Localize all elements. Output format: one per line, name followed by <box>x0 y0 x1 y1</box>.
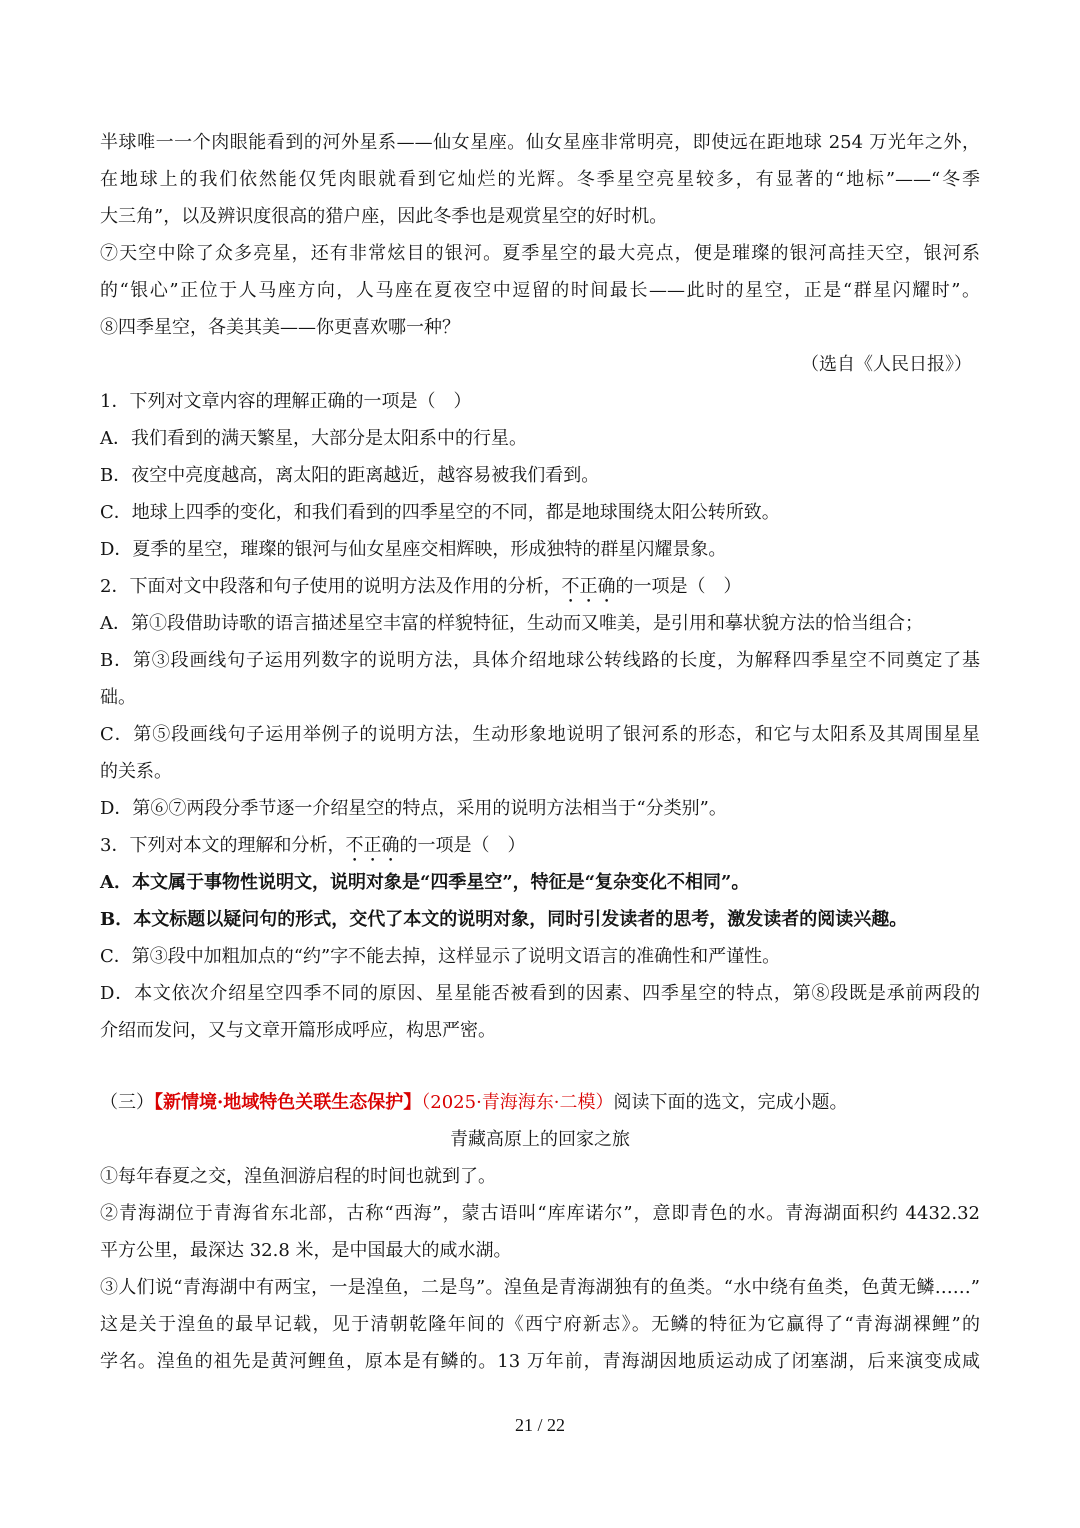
option-b-continued: 础。 <box>100 687 136 708</box>
stem-emphasis: 不正确 <box>345 835 400 856</box>
passage-title: 青藏高原上的回家之旅 <box>450 1129 630 1150</box>
passage-line: 平方公里，最深达 32.8 米，是中国最大的咸水湖。 <box>100 1240 512 1261</box>
section-source: （2025·青海海东·二模） <box>421 1092 614 1113</box>
question-stem <box>100 827 980 864</box>
passage-line: ①每年春夏之交，湟鱼洄游启程的时间也就到了。 <box>100 1166 496 1187</box>
passage-line: 半球唯一一个肉眼能看到的河外星系——仙女星座。仙女星座非常明亮，即使远在距地球 254 万光年之外， <box>100 132 980 153</box>
passage-line: ⑧四季星空，各美其美——你更喜欢哪一种？ <box>100 317 460 338</box>
section-tag: 【新情境·地域特色关联生态保护】 <box>154 1092 422 1113</box>
option-c: C．地球上四季的变化，和我们看到的四季星空的不同，都是地球围绕太阳公转所致。 <box>100 502 780 523</box>
option-c: C．第⑤段画线句子运用举例子的说明方法，生动形象地说明了银河系的形态，和它与太阳系及其周围星星 <box>100 724 980 745</box>
passage-line: ③人们说“青海湖中有两宝，一是湟鱼，二是鸟”。湟鱼是青海湖独有的鱼类。“水中绕有鱼类，色黄无鳞……” <box>100 1277 980 1298</box>
option-d: D．本文依次介绍星空四季不同的原因、星星能否被看到的因素、四季星空的特点，第⑧段既是承前两段的 <box>100 983 980 1004</box>
passage-line: ⑦天空中除了众多亮星，还有非常炫目的银河。夏季星空的最大亮点，便是璀璨的银河高挂天空，银河系 <box>100 243 980 264</box>
option-b: B．第③段画线句子运用列数字的说明方法，具体介绍地球公转线路的长度，为解释四季星空不同奠定了基 <box>100 650 980 671</box>
section-instruction: 阅读下面的选文，完成小题。 <box>613 1092 848 1113</box>
page-content <box>100 124 980 1380</box>
question-1 <box>100 383 980 568</box>
option-c-continued: 的关系。 <box>100 761 172 782</box>
stem-text: 的一项是（ ） <box>615 576 742 597</box>
passage-end <box>100 124 980 383</box>
option-a: A．第①段借助诗歌的语言描述星空丰富的样貌特征，生动而又唯美，是引用和摹状貌方法的恰当组合； <box>100 613 923 634</box>
section-spacer <box>100 1049 980 1084</box>
passage-line: 的“银心”正位于人马座方向，人马座在夏夜空中逗留的时间最长——此时的星空，正是“群星闪耀时”。 <box>100 280 980 301</box>
option-b: B．本文标题以疑问句的形式，交代了本文的说明对象，同时引发读者的思考，激发读者的阅读兴趣。 <box>100 909 908 930</box>
passage-line: 这是关于湟鱼的最早记载，见于清朝乾隆年间的《西宁府新志》。无鳞的特征为它赢得了“青海湖裸鲤”的 <box>100 1314 980 1335</box>
option-c: C．第③段中加粗加点的“约”字不能去掉，这样显示了说明文语言的准确性和严谨性。 <box>100 946 781 967</box>
option-a: A．我们看到的满天繁星，大部分是太阳系中的行星。 <box>100 428 527 449</box>
passage-line: 在地球上的我们依然能仅凭肉眼就看到它灿烂的光辉。冬季星空亮星较多，有显著的“地标”——“冬季 <box>100 169 980 190</box>
question-stem: 1．下列对文章内容的理解正确的一项是（ ） <box>100 391 472 412</box>
question-3 <box>100 827 980 1049</box>
stem-text: 的一项是（ ） <box>399 835 526 856</box>
stem-text: 3．下列对本文的理解和分析， <box>100 835 346 856</box>
stem-emphasis: 不正确 <box>561 576 616 597</box>
option-a: A．本文属于事物性说明文，说明对象是“四季星空”，特征是“复杂变化不相同”。 <box>100 872 750 893</box>
section-heading <box>100 1084 980 1121</box>
section-3 <box>100 1084 980 1380</box>
stem-text: 2．下面对文中段落和句子使用的说明方法及作用的分析， <box>100 576 562 597</box>
passage-line: ②青海湖位于青海省东北部，古称“西海”，蒙古语叫“库库诺尔”，意即青色的水。青海湖面积约 4432.32 <box>100 1203 980 1224</box>
page-number: 21 / 22 <box>514 1415 565 1435</box>
option-b: B．夜空中亮度越高，离太阳的距离越近，越容易被我们看到。 <box>100 465 600 486</box>
question-stem <box>100 568 980 605</box>
passage-source: （选自《人民日报》） <box>801 354 972 375</box>
option-d: D．第⑥⑦两段分季节逐一介绍星空的特点，采用的说明方法相当于“分类别”。 <box>100 798 727 819</box>
option-d-continued: 介绍而发问，又与文章开篇形成呼应，构思严密。 <box>100 1020 496 1041</box>
passage-line: 学名。湟鱼的祖先是黄河鲤鱼，原本是有鳞的。13 万年前，青海湖因地质运动成了闭塞湖，后来演变成咸 <box>100 1351 980 1372</box>
passage-line: 大三角”，以及辨识度很高的猎户座，因此冬季也是观赏星空的好时机。 <box>100 206 668 227</box>
option-d: D．夏季的星空，璀璨的银河与仙女星座交相辉映，形成独特的群星闪耀景象。 <box>100 539 727 560</box>
section-number: （三） <box>100 1092 154 1113</box>
question-2 <box>100 568 980 827</box>
